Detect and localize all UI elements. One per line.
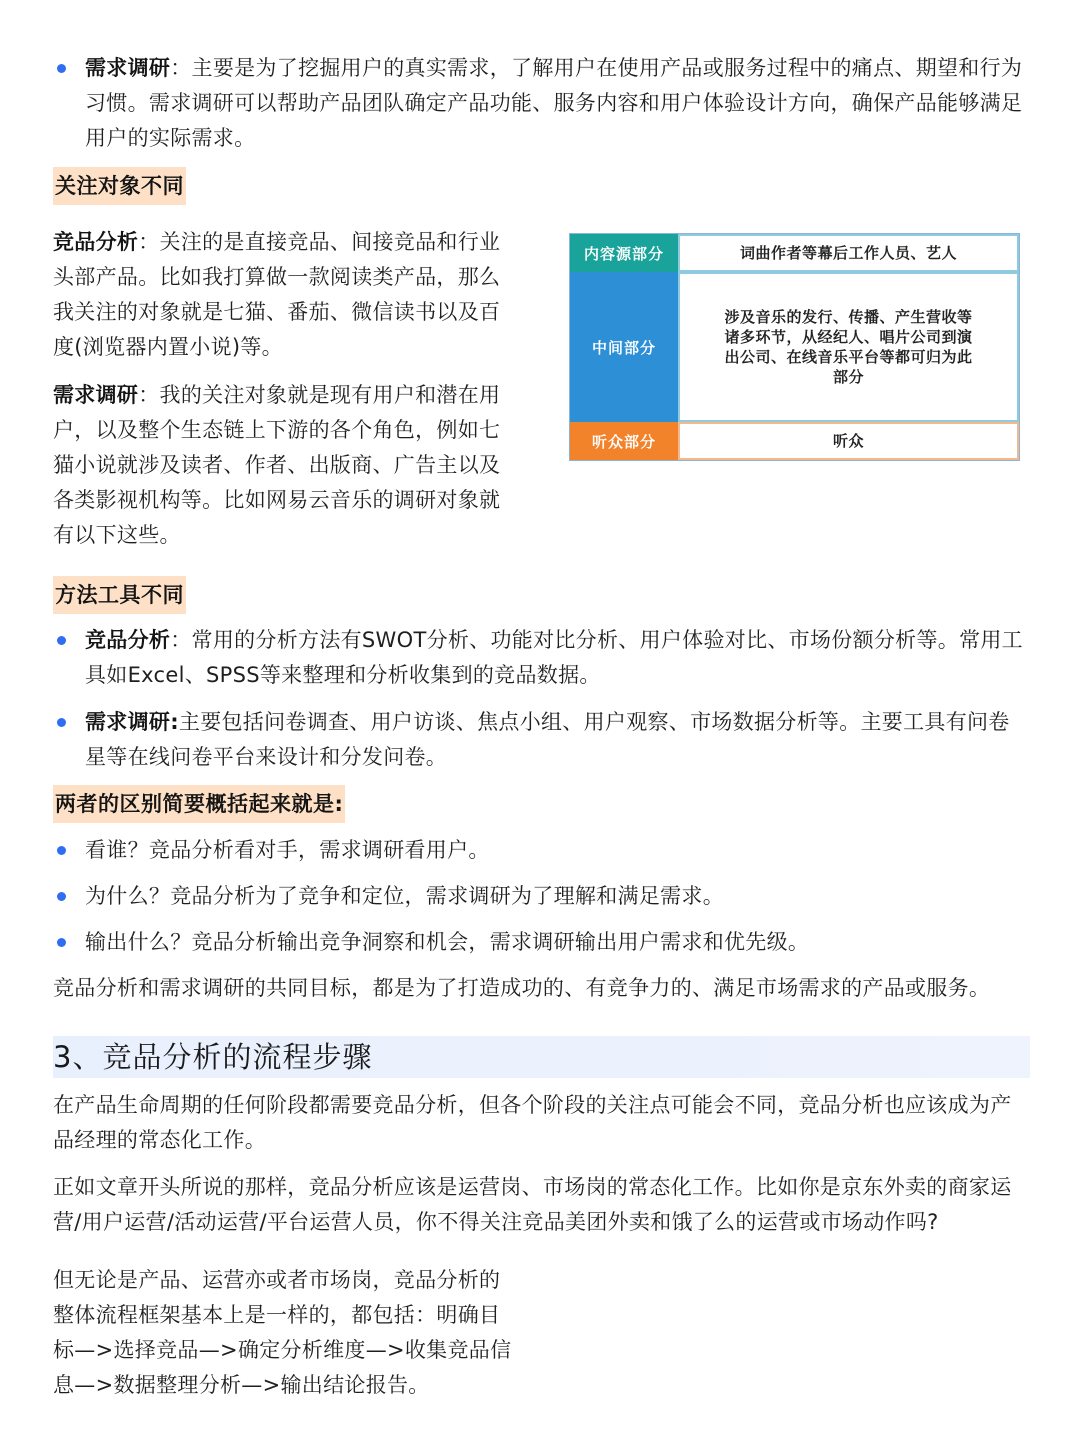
process-paragraph-2: 正如文章开头所说的那样，竞品分析应该是运营岗、市场岗的常态化工作。比如你是京东外卖的商家运营/用户运营/活动运营/平台运营人员，你不得关注竞品美团外卖和饿了么的运营或市场动作吗?	[53, 1175, 1012, 1234]
diagram-row-audience	[570, 422, 1019, 460]
bullet-text: 主要包括问卷调查、用户访谈、焦点小组、用户观察、市场数据分析等。主要工具有问卷星等在线问卷平台来设计和分发问卷。	[85, 710, 1010, 769]
process-paragraph-1: 在产品生命周期的任何阶段都需要竞品分析，但各个阶段的关注点可能会不同，竞品分析也应该成为产品经理的常态化工作。	[53, 1093, 1012, 1152]
section-heading-process	[53, 1036, 1030, 1078]
focus-research-text: 我的关注对象就是现有用户和潜在用户，以及整个生态链上下游的各个角色，例如七猫小说就涉及读者、作者、出版商、广告主以及各类影视机构等。比如网易云音乐的调研对象就有以下这些。	[53, 383, 501, 547]
highlight-heading-focus: 关注对象不同	[53, 167, 186, 205]
bullet-colon: ：	[170, 628, 192, 652]
diagram-row-label: 内容源部分	[570, 234, 678, 272]
diagram-row-content-text: 听众	[832, 432, 864, 450]
bullet-method-competitor	[53, 623, 1030, 693]
bullet-label: 竞品分析	[85, 628, 171, 652]
bullet-colon: ：	[170, 56, 192, 80]
highlight-heading-summary: 两者的区别简要概括起来就是:	[53, 785, 345, 823]
diagram-row-content	[678, 422, 1019, 460]
bullet-label: 需求调研:	[85, 710, 179, 734]
process-paragraph-3: 但无论是产品、运营亦或者市场岗，竞品分析的整体流程框架基本上是一样的，都包括：明确目标—>选择竞品—>确定分析维度—>收集竞品信息—>数据整理分析—>输出结论报告。	[53, 1268, 512, 1397]
bullet-summary-why: 为什么？竞品分析为了竞争和定位，需求调研为了理解和满足需求。	[53, 879, 1030, 914]
bullet-text: 主要是为了挖掘用户的真实需求，了解用户在使用产品或服务过程中的痛点、期望和行为习惯。需求调研可以帮助产品团队确定产品功能、服务内容和用户体验设计方向，确保产品能够满足用户的实际需求。	[85, 56, 1023, 150]
bullet-summary-who: 看谁？竞品分析看对手，需求调研看用户。	[53, 833, 1030, 868]
diagram-row-label: 听众部分	[570, 422, 678, 460]
bullet-summary-output: 输出什么？竞品分析输出竞争洞察和机会，需求调研输出用户需求和优先级。	[53, 925, 1030, 960]
diagram-row-content-source	[570, 234, 1019, 272]
bullet-label: 需求调研	[85, 56, 171, 80]
highlight-heading-methods: 方法工具不同	[53, 576, 186, 614]
music-stakeholder-diagram	[569, 233, 1020, 461]
bullet-method-research	[53, 705, 1030, 775]
bullet-demand-research-purpose	[53, 51, 1030, 156]
focus-competitor-paragraph	[53, 225, 515, 365]
focus-competitor-label: 竞品分析	[53, 230, 139, 254]
diagram-row-label: 中间部分	[570, 272, 678, 422]
diagram-row-content	[678, 272, 1019, 422]
focus-competitor-text: 关注的是直接竞品、间接竞品和行业头部产品。比如我打算做一款阅读类产品，那么我关注的对象就是七猫、番茄、微信读书以及百度(浏览器内置小说)等。	[53, 230, 501, 359]
bullet-text: 常用的分析方法有SWOT分析、功能对比分析、用户体验对比、市场份额分析等。常用工具如Excel、SPSS等来整理和分析收集到的竞品数据。	[85, 628, 1023, 687]
focus-research-colon: ：	[138, 383, 160, 407]
diagram-row-middle	[570, 272, 1019, 422]
diagram-row-content	[678, 234, 1019, 272]
diagram-row-content-text: 词曲作者等幕后工作人员、艺人	[739, 244, 957, 262]
focus-research-label: 需求调研	[53, 383, 139, 407]
focus-competitor-colon: ：	[138, 230, 160, 254]
summary-conclusion: 竞品分析和需求调研的共同目标，都是为了打造成功的、有竞争力的、满足市场需求的产品或服务。	[53, 976, 991, 1000]
section-title: 3、竞品分析的流程步骤	[53, 1040, 373, 1074]
diagram-row-content-text: 涉及音乐的发行、传播、产生营收等诸多环节，从经纪人、唱片公司到演出公司、在线音乐平台等都可归为此部分	[724, 308, 973, 386]
focus-research-paragraph	[53, 378, 515, 553]
